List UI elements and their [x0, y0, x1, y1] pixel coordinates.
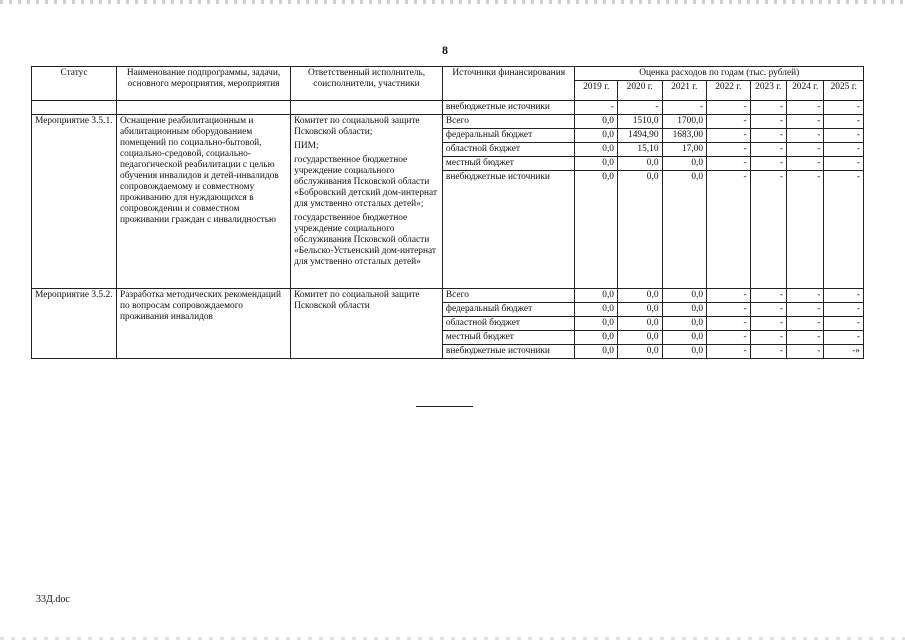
header-estimate: Оценка расходов по годам (тыс. рублей): [575, 67, 864, 81]
header-year: 2022 г.: [707, 81, 751, 101]
value-cell: 0,0: [617, 331, 662, 345]
value-cell: 0,0: [575, 171, 618, 289]
value-cell: -: [786, 101, 823, 115]
value-cell: -: [750, 171, 786, 289]
value-cell: -»: [824, 345, 864, 359]
value-cell: -: [575, 101, 618, 115]
header-name: Наименование подпрограммы, задачи, основного мероприятия, мероприятия: [117, 67, 291, 101]
source-cell: федеральный бюджет: [442, 303, 575, 317]
header-year: 2019 г.: [575, 81, 618, 101]
source-cell: внебюджетные источники: [442, 345, 575, 359]
value-cell: 0,0: [575, 143, 618, 157]
value-cell: 0,0: [662, 303, 707, 317]
value-cell: 1700,0: [662, 115, 707, 129]
value-cell: -: [707, 345, 751, 359]
value-cell: -: [824, 129, 864, 143]
value-cell: -: [824, 317, 864, 331]
value-cell: 0,0: [575, 345, 618, 359]
measure-name-cell: Оснащение реабилитационным и абилитационным оборудованием помещений по социально-бытовой, социально-средовой, социально-педагогической реабилитации с целью обучения инвалидов и детей-инвалидов сопровождаемому и совместному проживанию для нуждающихся в сопровождении и совместном проживании граждан с инвалидностью: [117, 115, 291, 289]
source-cell: областной бюджет: [442, 143, 575, 157]
value-cell: -: [824, 143, 864, 157]
value-cell: 1510,0: [617, 115, 662, 129]
value-cell: 1683,00: [662, 129, 707, 143]
source-cell: областной бюджет: [442, 317, 575, 331]
value-cell: -: [750, 331, 786, 345]
value-cell: -: [707, 129, 751, 143]
value-cell: 0,0: [617, 157, 662, 171]
value-cell: -: [786, 171, 823, 289]
value-cell: 0,0: [575, 129, 618, 143]
value-cell: 0,0: [575, 157, 618, 171]
table-row-carryover: [32, 101, 864, 115]
value-cell: 0,0: [575, 115, 618, 129]
value-cell: 0,0: [617, 289, 662, 303]
expenses-table: [31, 66, 864, 359]
value-cell: 0,0: [662, 317, 707, 331]
value-cell: -: [824, 331, 864, 345]
source-cell: Всего: [442, 289, 575, 303]
value-cell: -: [707, 317, 751, 331]
empty-cell: [117, 101, 291, 115]
value-cell: -: [617, 101, 662, 115]
value-cell: -: [750, 157, 786, 171]
value-cell: 0,0: [575, 303, 618, 317]
executor-cell: [291, 289, 443, 359]
value-cell: 0,0: [662, 289, 707, 303]
header-sources: Источники финансирования: [442, 67, 575, 101]
measure-name-cell: Разработка методических рекомендаций по вопросам сопровождаемого проживания инвалидов: [117, 289, 291, 359]
header-year: 2021 г.: [662, 81, 707, 101]
value-cell: 0,0: [662, 345, 707, 359]
footer-file-name: 33Д.doc: [36, 594, 70, 605]
value-cell: -: [707, 157, 751, 171]
value-cell: 0,0: [575, 331, 618, 345]
value-cell: 0,0: [617, 345, 662, 359]
value-cell: -: [786, 345, 823, 359]
value-cell: -: [707, 143, 751, 157]
value-cell: -: [786, 303, 823, 317]
value-cell: -: [750, 289, 786, 303]
value-cell: -: [707, 303, 751, 317]
value-cell: -: [786, 129, 823, 143]
table-row: [32, 115, 864, 129]
header-year: 2023 г.: [750, 81, 786, 101]
value-cell: -: [786, 331, 823, 345]
executor-line: Комитет по социальной защите Псковской области;: [294, 116, 420, 137]
header-year: 2025 г.: [824, 81, 864, 101]
value-cell: -: [824, 289, 864, 303]
value-cell: -: [750, 143, 786, 157]
header-executor: Ответственный исполнитель, соисполнители, участники: [291, 67, 443, 101]
executor-line: Комитет по социальной защите Псковской области: [294, 290, 420, 311]
source-cell: Всего: [442, 115, 575, 129]
value-cell: 1494,90: [617, 129, 662, 143]
value-cell: 17,00: [662, 143, 707, 157]
value-cell: -: [824, 171, 864, 289]
empty-cell: [291, 101, 443, 115]
source-cell: федеральный бюджет: [442, 129, 575, 143]
value-cell: -: [824, 303, 864, 317]
value-cell: -: [707, 171, 751, 289]
header-status: Статус: [32, 67, 117, 101]
status-cell: Мероприятие 3.5.1.: [32, 115, 117, 289]
value-cell: 0,0: [617, 171, 662, 289]
scan-edge-top: [0, 0, 905, 4]
value-cell: -: [750, 317, 786, 331]
status-cell: Мероприятие 3.5.2.: [32, 289, 117, 359]
value-cell: 0,0: [575, 317, 618, 331]
value-cell: -: [707, 289, 751, 303]
value-cell: -: [707, 331, 751, 345]
executor-line: государственное бюджетное учреждение социального обслуживания Псковской области «Бобровский детский дом-интернат для умственно отсталых детей»;: [294, 155, 438, 209]
value-cell: -: [750, 115, 786, 129]
header-year: 2020 г.: [617, 81, 662, 101]
source-cell: внебюджетные источники: [442, 171, 575, 289]
value-cell: -: [824, 115, 864, 129]
page-number: 8: [442, 43, 448, 57]
value-cell: 0,0: [575, 289, 618, 303]
header-year: 2024 г.: [786, 81, 823, 101]
executor-line: государственное бюджетное учреждение социального обслуживания Псковской области «Бельско-Устьенский дом-интернат для умственно отсталых детей»: [294, 213, 436, 267]
value-cell: 0,0: [662, 171, 707, 289]
source-cell: местный бюджет: [442, 157, 575, 171]
value-cell: -: [824, 101, 864, 115]
value-cell: 0,0: [662, 331, 707, 345]
table-row: [32, 289, 864, 303]
value-cell: -: [750, 345, 786, 359]
value-cell: 15,10: [617, 143, 662, 157]
value-cell: -: [750, 129, 786, 143]
executor-line: ПИМ;: [294, 141, 319, 151]
value-cell: -: [786, 317, 823, 331]
empty-cell: [32, 101, 117, 115]
value-cell: -: [786, 115, 823, 129]
value-cell: -: [707, 101, 751, 115]
executor-cell: [291, 115, 443, 289]
source-cell: местный бюджет: [442, 331, 575, 345]
value-cell: -: [750, 303, 786, 317]
value-cell: -: [707, 115, 751, 129]
value-cell: 0,0: [617, 317, 662, 331]
value-cell: -: [786, 289, 823, 303]
value-cell: -: [786, 143, 823, 157]
value-cell: -: [824, 157, 864, 171]
value-cell: -: [662, 101, 707, 115]
value-cell: -: [750, 101, 786, 115]
value-cell: 0,0: [617, 303, 662, 317]
section-divider: [416, 406, 473, 407]
value-cell: -: [786, 157, 823, 171]
source-cell: внебюджетные источники: [442, 101, 575, 115]
value-cell: 0,0: [662, 157, 707, 171]
